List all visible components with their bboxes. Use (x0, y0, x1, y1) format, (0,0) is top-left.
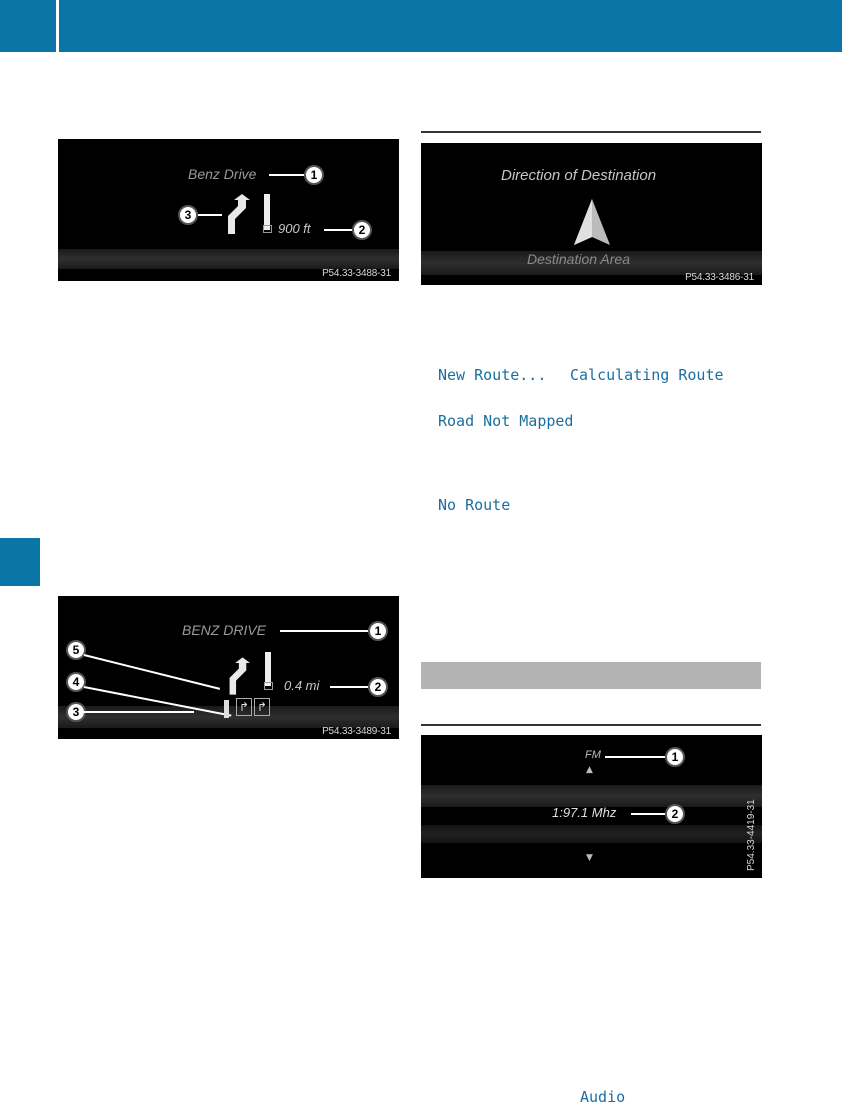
street-name: Benz Drive (188, 166, 257, 182)
lane-arrow-icon: ↱ (254, 698, 270, 716)
msg-new-route: New Route... (438, 366, 547, 384)
figure-radio-display (421, 735, 762, 878)
audio-label: Audio (580, 1088, 626, 1106)
section-tab (0, 538, 40, 586)
callout-2: 2 (352, 220, 372, 240)
callout-3: 3 (66, 702, 86, 722)
distance-label: 0.4 mi (284, 678, 320, 693)
lane-arrow-icon: ↱ (236, 698, 252, 716)
direction-arrow-icon (574, 199, 610, 245)
callout-2: 2 (665, 804, 685, 824)
msg-calculating-route: Calculating Route (570, 366, 724, 384)
header-bar (0, 0, 842, 52)
figure-code: P54.33-4419-31 (746, 799, 757, 871)
callout-4: 4 (66, 672, 86, 692)
figure-direction-of-destination (421, 143, 762, 285)
turn-arrow-icon (222, 194, 250, 234)
callout-3: 3 (178, 205, 198, 225)
callout-5: 5 (66, 640, 86, 660)
destination-area: Destination Area (527, 251, 630, 267)
frequency-label: 1:97.1 Mhz (552, 805, 617, 820)
divider (421, 724, 761, 726)
up-arrow-icon: ▲ (586, 765, 593, 775)
turn-arrow-icon (224, 656, 250, 696)
down-arrow-icon: ▼ (586, 853, 593, 863)
lane-arrow-icon (224, 700, 229, 718)
callout-1: 1 (368, 621, 388, 641)
direction-title: Direction of Destination (501, 167, 657, 184)
figure-route-guidance (58, 139, 399, 281)
msg-road-not-mapped: Road Not Mapped (438, 412, 574, 430)
header-separator (56, 0, 59, 52)
street-name: BENZ DRIVE (182, 622, 267, 638)
callout-1: 1 (304, 165, 324, 185)
figure-code: P54.33-3488-31 (322, 268, 391, 279)
figure-code: P54.33-3486-31 (685, 272, 754, 283)
distance-bar (265, 652, 271, 686)
callout-2: 2 (368, 677, 388, 697)
callout-1: 1 (665, 747, 685, 767)
band-label: FM (585, 749, 601, 761)
msg-no-route: No Route (438, 496, 511, 514)
divider (421, 131, 761, 133)
section-heading-bar (421, 662, 761, 689)
figure-code: P54.33-3489-31 (322, 726, 391, 737)
distance-label: 900 ft (278, 221, 311, 236)
figure-lane-recommendation (58, 596, 399, 739)
